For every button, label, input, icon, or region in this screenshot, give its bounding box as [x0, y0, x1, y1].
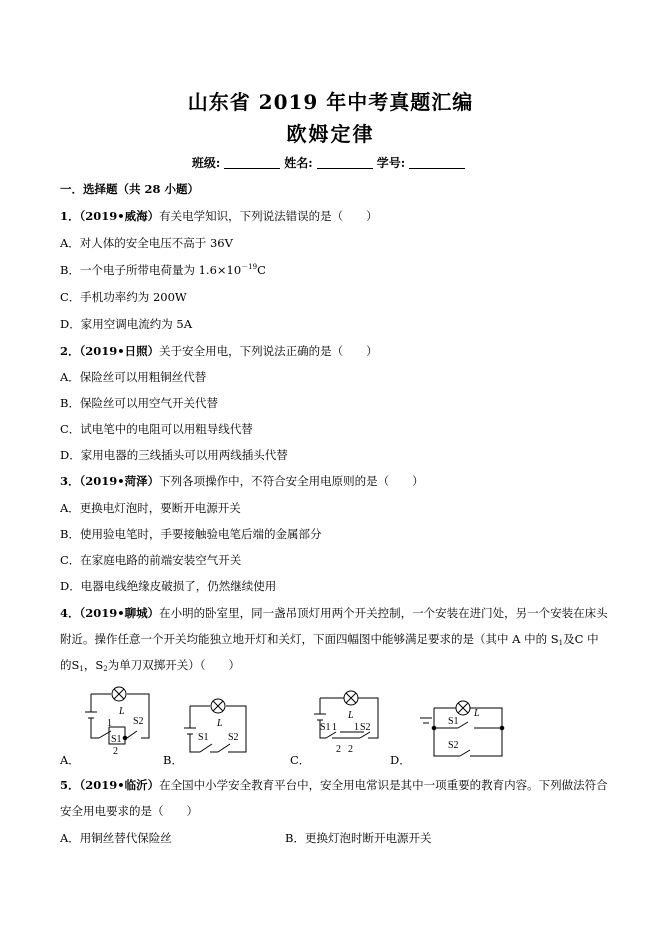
student-info-line: [0, 154, 661, 171]
option-a: A．用铜丝替代保险丝: [60, 831, 172, 845]
circuit-diagram-d: [410, 700, 510, 764]
option-a: A．对人体的安全电压不高于 36V: [60, 236, 233, 250]
q-stem: 关于安全用电，下列说法正确的是（ ）: [159, 344, 378, 358]
q-source: （2019•聊城）: [79, 606, 160, 620]
id-label: 学号:: [376, 156, 406, 170]
terminal-label: 1: [332, 722, 337, 733]
option-d: D．家用空调电流约为 5A: [60, 317, 192, 331]
q-num: 1．: [60, 209, 80, 223]
subscript: 1: [79, 665, 84, 673]
question-3: [60, 473, 424, 489]
q-num: 2．: [60, 344, 80, 358]
figure-c-label: C．: [290, 753, 311, 767]
switch-label: S1: [198, 732, 209, 743]
circuit-diagram-a: [85, 684, 165, 758]
switch-label: S2: [133, 716, 144, 727]
question-4: [60, 605, 608, 621]
switch-label: S1: [448, 716, 459, 727]
q-stem: 下列各项操作中，不符合安全用电原则的是（ ）: [159, 474, 424, 488]
class-label: 班级:: [191, 156, 221, 170]
option-b: B．使用验电笔时，手要接触验电笔后端的金属部分: [60, 527, 322, 541]
q-source: （2019•临沂）: [79, 778, 160, 792]
figure-d-label: D．: [390, 753, 411, 767]
id-blank[interactable]: [409, 156, 465, 169]
q-source: （2019•威海）: [79, 209, 160, 223]
question-4-line3: [60, 657, 240, 673]
option-d: D．电器电线绝缘皮破损了，仍然继续使用: [60, 579, 277, 593]
lamp-label: L: [119, 706, 125, 717]
exponent: －19: [241, 263, 258, 271]
document-title: 山东省 2019 年中考真题汇编: [187, 90, 474, 114]
option-d: D．家用电器的三线插头可以用两线插头代替: [60, 448, 288, 462]
q-stem: 有关电学知识，下列说法错误的是（ ）: [159, 209, 378, 223]
option-b: B．更换灯泡时断开电源开关: [285, 831, 432, 845]
unit: C: [257, 263, 266, 277]
figure-a-label: A．: [60, 753, 80, 767]
q-num: 3．: [60, 474, 80, 488]
terminal-label: 1: [107, 718, 112, 729]
q-stem: ，S: [83, 658, 104, 672]
option-a: A．保险丝可以用粗铜丝代替: [60, 370, 207, 384]
q-stem: 及C 中: [563, 632, 599, 646]
question-4-line2: [60, 631, 599, 647]
name-blank[interactable]: [317, 156, 373, 169]
lamp-label: L: [474, 708, 480, 719]
option-text: B．一个电子所带电荷量为 1.6×10: [60, 263, 242, 277]
lamp-label: L: [348, 710, 354, 721]
switch-label: S2: [228, 732, 239, 743]
circuit-diagram-b: [180, 696, 260, 762]
section-heading: 一．选择题（共 28 小题）: [60, 182, 200, 196]
option-c: C．手机功率约为 200W: [60, 290, 187, 304]
q-num: 4．: [60, 606, 80, 620]
question-5-line2: 安全用电要求的是（ ）: [60, 804, 198, 818]
switch-label: S2: [360, 722, 371, 733]
question-2: [60, 343, 378, 359]
circuit-diagram-c: [312, 688, 392, 764]
q-stem: 为单刀双掷开关）（ ）: [107, 658, 240, 672]
terminal-label: 2: [336, 744, 341, 755]
switch-label: S2: [448, 740, 459, 751]
terminal-label: 2: [348, 744, 353, 755]
figure-b-label: B．: [163, 753, 183, 767]
class-blank[interactable]: [224, 156, 280, 169]
option-c: C．试电笔中的电阻可以用粗导线代替: [60, 422, 253, 436]
q-stem: 附近。操作任意一个开关均能独立地开灯和关灯，下面四幅图中能够满足要求的是（其中 A 中的 S: [60, 632, 559, 646]
question-5: [60, 777, 608, 793]
document-subtitle: 欧姆定律: [286, 122, 375, 146]
q-stem: 在全国中小学安全教育平台中，安全用电常识是其中一项重要的教育内容。下列做法符合: [159, 778, 608, 792]
q-num: 5．: [60, 778, 80, 792]
name-label: 姓名:: [284, 156, 313, 170]
terminal-label: 2: [113, 746, 118, 754]
q-stem: 的S: [60, 658, 80, 672]
question-1: [60, 208, 378, 224]
option-b: [60, 262, 266, 278]
switch-label: S1: [111, 734, 122, 745]
option-a: A．更换电灯泡时，要断开电源开关: [60, 501, 241, 515]
q-source: （2019•菏泽）: [79, 474, 160, 488]
terminal-label: 1: [354, 722, 359, 733]
lamp-label: L: [217, 718, 223, 729]
q-source: （2019•日照）: [79, 344, 160, 358]
subscript: 2: [103, 665, 108, 673]
option-c: C．在家庭电路的前端安装空气开关: [60, 553, 242, 567]
subscript: 1: [558, 639, 564, 647]
switch-label: S1: [320, 722, 331, 733]
q-stem: 在小明的卧室里，同一盏吊顶灯用两个开关控制，一个安装在进门处，另一个安装在床头: [159, 606, 608, 620]
option-b: B．保险丝可以用空气开关代替: [60, 396, 218, 410]
